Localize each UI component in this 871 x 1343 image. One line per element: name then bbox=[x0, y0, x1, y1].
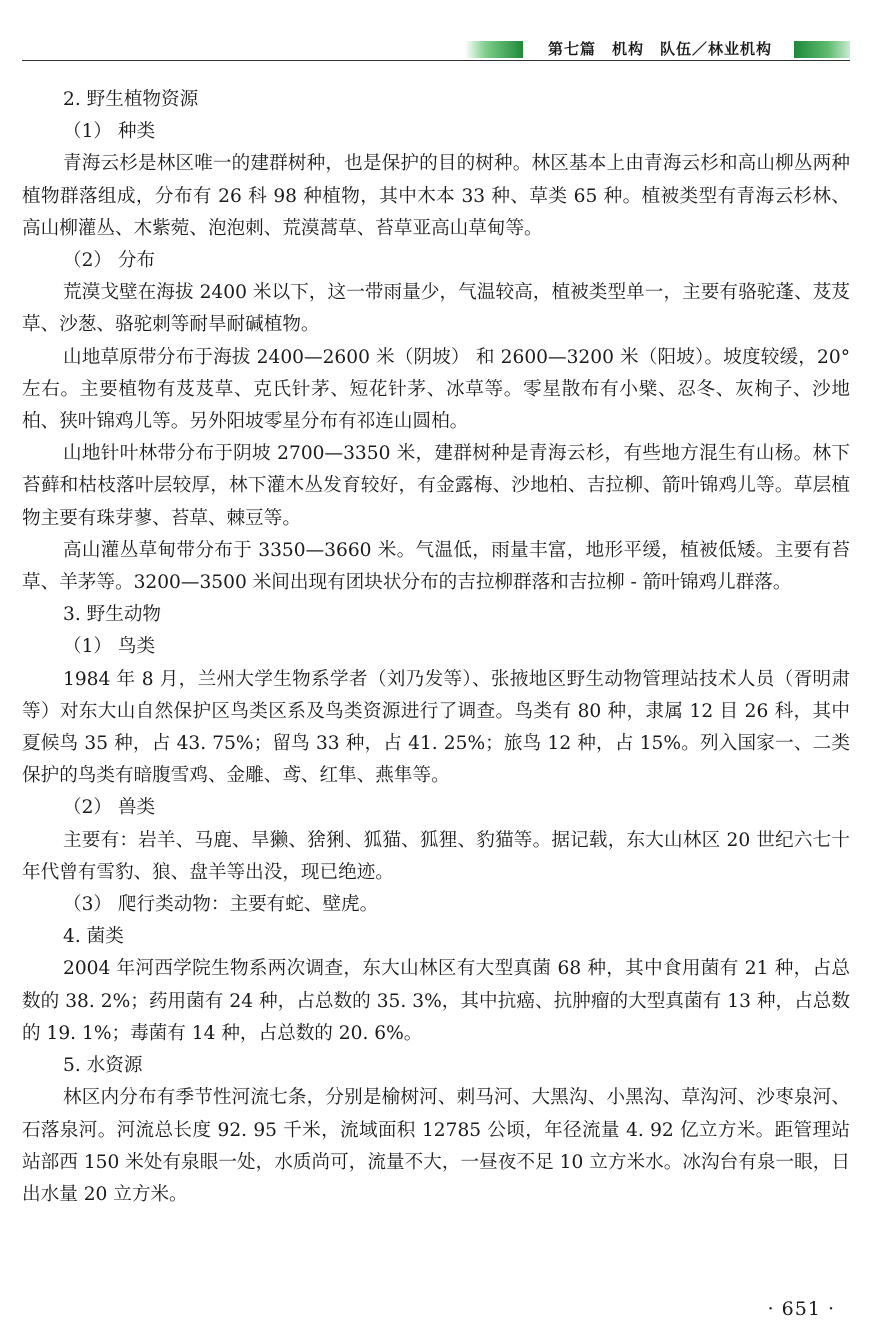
section-heading: （3） 爬行类动物：主要有蛇、壁虎。 bbox=[63, 894, 379, 916]
body-paragraph: 青海云杉是林区唯一的建群树种，也是保护的目的树种。林区基本上由青海云杉和高山柳丛两种植物群落组成，分布有 26 科 98 种植物，其中木本 33 种、草类 65 种。植被类型有青海云杉林、高山柳灌丛、木紫菀、泡泡刺、荒漠蒿草、苔草亚高山草甸等。 bbox=[22, 153, 850, 239]
section-heading: （1） 鸟类 bbox=[63, 636, 156, 658]
header-bar-right bbox=[794, 41, 850, 58]
body-paragraph: 林区内分布有季节性河流七条，分别是榆树河、刺马河、大黑沟、小黑沟、草沟河、沙枣泉河、石落泉河。河流总长度 92. 95 千米，流域面积 12785 公顷，年径流量 4. 92 亿立方米。距管理站站部西 150 米处有泉眼一处，水质尚可，流量不大，一昼夜不足 10 立方米水。冰沟台有泉一眼，日出水量 20 立方米。 bbox=[22, 1087, 850, 1205]
section-heading: 2. 野生植物资源 bbox=[63, 89, 199, 110]
body-paragraph: 山地草原带分布于海拔 2400—2600 米（阴坡） 和 2600—3200 米（阳坡）。坡度较缓，20°左右。主要植物有芨芨草、克氏针茅、短花针茅、冰草等。零星散布有小檗、忍冬、灰栒子、沙地柏、狭叶锦鸡儿等。另外阳坡零星分布有祁连山圆柏。 bbox=[22, 346, 850, 433]
body-paragraph: 主要有：岩羊、马鹿、旱獭、猞猁、狐猫、狐狸、豹猫等。据记载，东大山林区 20 世纪六七十年代曾有雪豹、狼、盘羊等出没，现已绝迹。 bbox=[22, 829, 850, 883]
page-number: · 651 · bbox=[767, 1298, 835, 1320]
body-paragraph: 荒漠戈壁在海拔 2400 米以下，这一带雨量少，气温较高，植被类型单一，主要有骆驼蓬、芨芨草、沙葱、骆驼刺等耐旱耐碱植物。 bbox=[22, 282, 850, 336]
section-heading: 4. 菌类 bbox=[63, 926, 124, 948]
body-paragraph: 高山灌丛草甸带分布于 3350—3660 米。气温低，雨量丰富，地形平缓，植被低矮。主要有苔草、羊茅等。3200—3500 米间出现有团块状分布的吉拉柳群落和吉拉柳 - 箭叶锦鸡儿群落。 bbox=[22, 539, 850, 594]
section-heading: （1） 种类 bbox=[63, 121, 156, 143]
running-header bbox=[22, 40, 850, 64]
body-paragraph: 1984 年 8 月，兰州大学生物系学者（刘乃发等）、张掖地区野生动物管理站技术人员（胥明肃等）对东大山自然保护区鸟类区系及鸟类资源进行了调查。鸟类有 80 种，隶属 12 目 26 科，其中夏候鸟 35 种，占 43. 75%；留鸟 33 种，占 41. 25%；旅鸟 12 种，占 15%。列入国家一、二类保护的鸟类有暗腹雪鸡、金雕、鸢、红隼、燕隼等。 bbox=[22, 668, 850, 787]
page-content bbox=[22, 84, 850, 1211]
header-bar-left bbox=[465, 41, 523, 58]
section-heading: （2） 兽类 bbox=[63, 797, 156, 819]
header-title: 第七篇 机构 队伍／林业机构 bbox=[547, 40, 772, 58]
section-heading: 3. 野生动物 bbox=[63, 604, 162, 626]
body-paragraph: 2004 年河西学院生物系两次调查，东大山林区有大型真菌 68 种，其中食用菌有 21 种，占总数的 38. 2%；药用菌有 24 种，占总数的 35. 3%，其中抗癌、抗肿瘤的大型真菌有 13 种，占总数的 19. 1%；毒菌有 14 种，占总数的 20. 6%。 bbox=[22, 958, 850, 1044]
header-rule bbox=[22, 60, 850, 61]
section-heading: （2） 分布 bbox=[63, 250, 156, 272]
section-heading: 5. 水资源 bbox=[63, 1055, 143, 1077]
body-paragraph: 山地针叶林带分布于阴坡 2700—3350 米，建群树种是青海云杉，有些地方混生有山杨。林下苔藓和枯枝落叶层较厚，林下灌木丛发育较好，有金露梅、沙地柏、吉拉柳、箭叶锦鸡儿等。草层植物主要有珠芽蓼、苔草、棘豆等。 bbox=[22, 443, 850, 529]
